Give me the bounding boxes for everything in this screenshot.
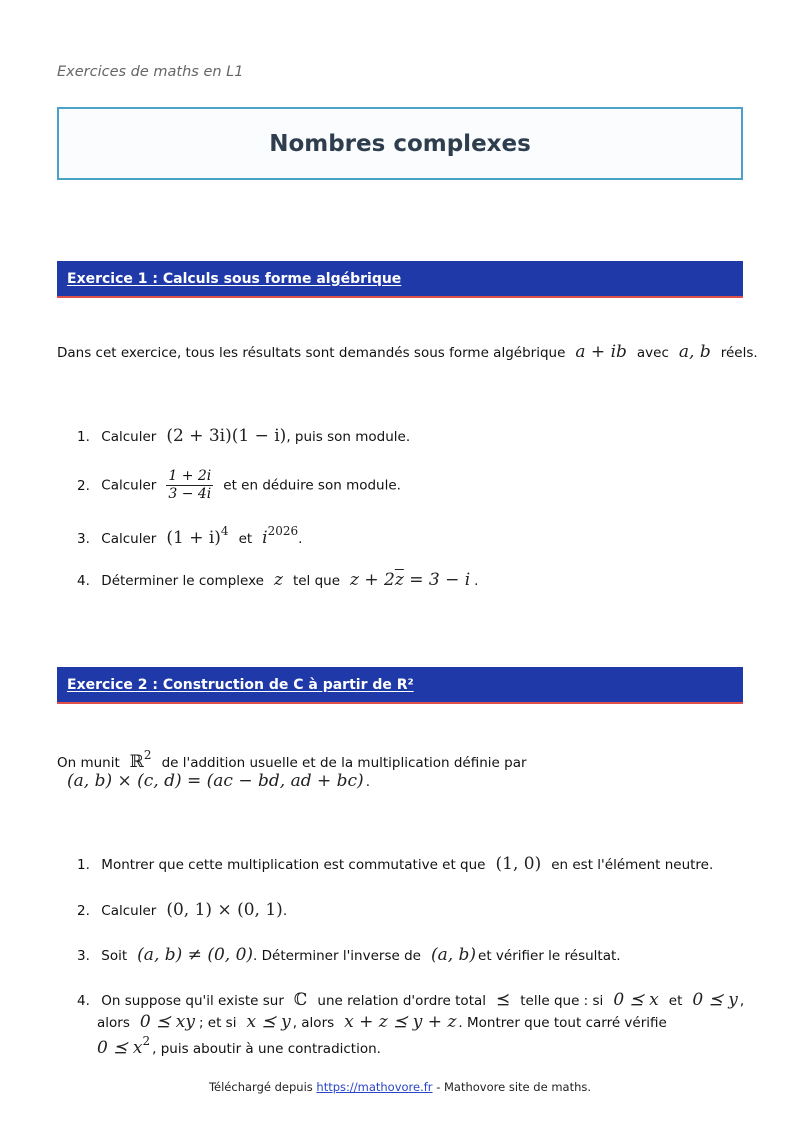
item-number: 4. [77, 573, 90, 589]
item-text: , alors [292, 1015, 335, 1031]
footer [0, 1080, 800, 1094]
math-expression [97, 1034, 151, 1058]
list-item [77, 990, 744, 1058]
math-multiplication-definition: (a, b) × (c, d) = (ac − bd, ad + bc) [67, 771, 364, 791]
math-base: 0 ⪯ x [97, 1038, 143, 1058]
math-part: = 3 − i [403, 570, 471, 590]
item-text: . Déterminer l'inverse de [253, 948, 421, 964]
list-item [77, 570, 478, 590]
item-text: une relation d'ordre total [317, 993, 487, 1009]
math-a-b: a, b [678, 342, 711, 362]
item-number: 4. [77, 993, 90, 1009]
math-expression: (a, b) ≠ (0, 0) [137, 945, 254, 965]
item-text: On suppose qu'il existe sur [101, 993, 284, 1009]
math-base: (1 + i) [166, 528, 221, 548]
exercise-2-formula [57, 771, 370, 791]
item-text: . [282, 903, 288, 919]
intro-text: de l'addition usuelle et de la multiplication définie par [161, 755, 527, 771]
math-exponent: 2 [142, 1034, 151, 1048]
item-text: alors [97, 1015, 130, 1031]
item-text: Calculer [101, 477, 157, 494]
math-expression: 0 ⪯ xy [139, 1012, 195, 1032]
math-power [166, 524, 229, 548]
math-exponent: 2026 [267, 524, 299, 538]
item-text: et en déduire son module. [223, 477, 401, 494]
item-number: 1. [77, 857, 90, 873]
item-text: en est l'élément neutre. [551, 857, 714, 873]
fraction-numerator: 1 + 2i [168, 468, 212, 484]
math-variable: z [273, 570, 283, 590]
list-item [77, 945, 621, 965]
exercise-2-heading-bar [57, 667, 743, 704]
item-number: 3. [77, 948, 90, 964]
math-expression: (2 + 3i)(1 − i) [166, 426, 287, 446]
math-expression: (a, b) [430, 945, 477, 965]
item-line-2 [77, 1012, 744, 1032]
exercise-1-heading[interactable]: Exercice 1 : Calculs sous forme algébrique [67, 270, 402, 287]
list-item [77, 900, 287, 920]
item-line-1 [77, 990, 744, 1010]
item-text: et [668, 993, 683, 1009]
document-header: Exercices de maths en L1 [57, 64, 244, 80]
item-text: , puis son module. [286, 429, 411, 445]
list-item [77, 468, 401, 503]
math-exponent: 2 [143, 748, 152, 762]
fraction-denominator: 3 − 4i [168, 486, 212, 502]
item-text: . Montrer que tout carré vérifie [458, 1015, 667, 1031]
math-r2 [129, 748, 152, 772]
math-order-symbol: ⪯ [496, 990, 511, 1010]
list-item [77, 854, 713, 874]
intro-text: On munit [57, 755, 120, 771]
item-text: ; et si [198, 1015, 237, 1031]
math-expression: 0 ⪯ x [613, 990, 659, 1010]
item-text: et vérifier le résultat. [478, 948, 621, 964]
math-expression: x ⪯ y [246, 1012, 291, 1032]
item-line-3 [77, 1034, 744, 1058]
math-expression: (1, 0) [495, 854, 542, 874]
item-text: . [474, 573, 479, 589]
list-item [77, 426, 410, 446]
item-text: Montrer que cette multiplication est commutative et que [101, 857, 486, 873]
item-text: et [238, 531, 253, 547]
footer-link[interactable]: https://mathovore.fr [316, 1080, 433, 1094]
math-base: ℝ [129, 752, 144, 772]
math-a-plus-ib: a + ib [575, 342, 627, 362]
title-box [57, 107, 743, 180]
math-conjugate: $\overline{z}$ [394, 570, 404, 590]
math-power [262, 524, 299, 548]
math-part: z + 2 [350, 570, 395, 590]
intro-text: . [365, 774, 370, 790]
exercise-2-heading[interactable]: Exercice 2 : Construction de C à partir de R² [67, 676, 414, 693]
math-exponent: 4 [220, 524, 229, 538]
exercise-1-heading-bar [57, 261, 743, 298]
intro-text: Dans cet exercice, tous les résultats sont demandés sous forme algébrique [57, 345, 566, 361]
item-text: , [739, 993, 745, 1009]
math-equation [350, 570, 470, 590]
page-title: Nombres complexes [269, 130, 531, 157]
intro-text: réels. [720, 345, 758, 361]
item-text: telle que : si [520, 993, 604, 1009]
math-fraction [166, 468, 213, 503]
item-number: 3. [77, 531, 90, 547]
intro-text: avec [636, 345, 669, 361]
item-text: Calculer [101, 531, 157, 547]
item-text: Calculer [101, 903, 157, 919]
math-expression: 0 ⪯ y [692, 990, 738, 1010]
list-item [77, 524, 302, 548]
footer-text: Téléchargé depuis [208, 1080, 313, 1094]
footer-text: - Mathovore site de maths. [436, 1080, 592, 1094]
item-text: , puis aboutir à une contradiction. [152, 1041, 381, 1057]
math-expression: x + z ⪯ y + z [344, 1012, 457, 1032]
math-expression: (0, 1) × (0, 1) [166, 900, 283, 920]
exercise-1-intro [57, 342, 758, 362]
item-text: Soit [101, 948, 128, 964]
item-number: 2. [77, 477, 90, 494]
item-text: . [298, 531, 303, 547]
exercise-2-intro [57, 748, 527, 772]
item-text: Calculer [101, 429, 157, 445]
math-c: ℂ [293, 990, 308, 1010]
math-base: i [262, 528, 268, 548]
item-number: 2. [77, 903, 90, 919]
item-text: Déterminer le complexe [101, 573, 264, 589]
item-number: 1. [77, 429, 90, 445]
item-text: tel que [292, 573, 341, 589]
